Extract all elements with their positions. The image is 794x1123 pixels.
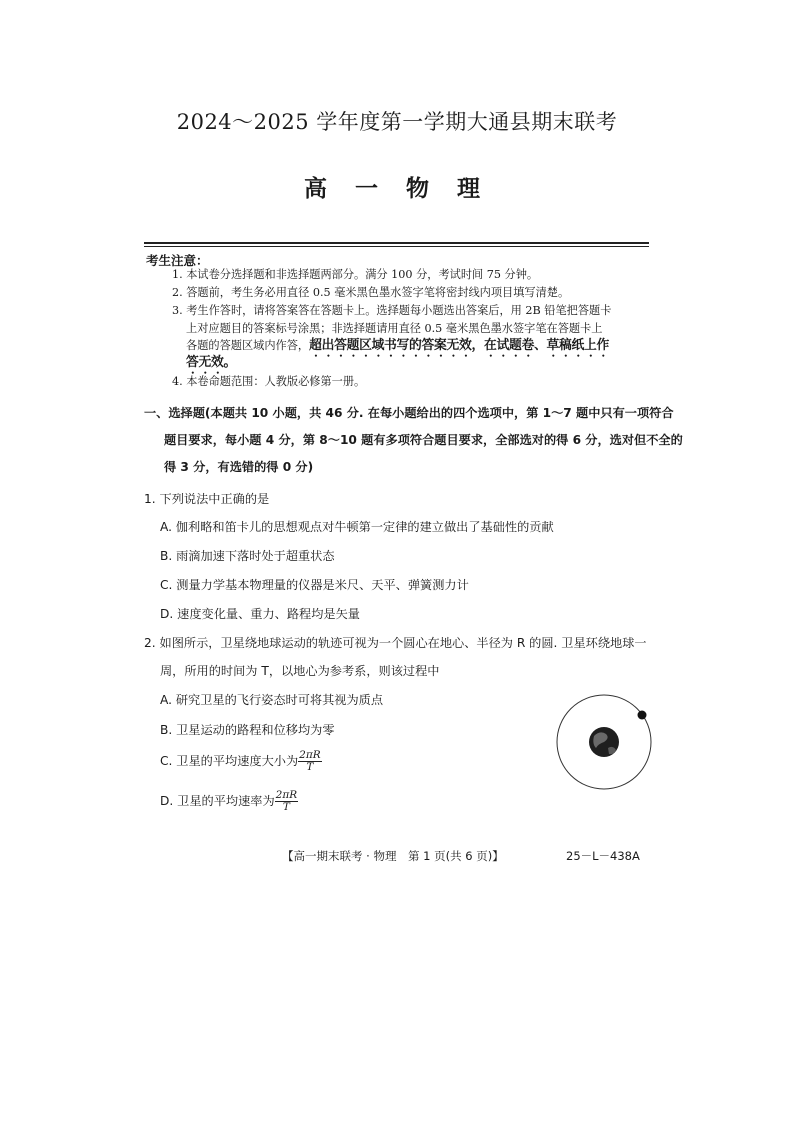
section-1-line-2: 题目要求，每小题 4 分，第 8～10 题有多项符合题目要求，全部选对的得 6 分，选对但不全的 xyxy=(164,433,683,447)
q2-option-c-fraction xyxy=(298,750,322,773)
satellite xyxy=(638,711,647,720)
q2-option-d-fraction xyxy=(275,790,299,813)
fraction-numerator: 2πR xyxy=(299,749,321,761)
notice-emphasis-end: 答无效。 xyxy=(186,355,236,370)
notice-item-1: 1. 本试卷分选择题和非选择题两部分。满分 100 分，考试时间 75 分钟。 xyxy=(172,268,539,281)
q2-option-d xyxy=(160,790,298,813)
notice-item-3-line-3-plain: 各题的答题区域内作答， xyxy=(186,339,310,352)
footer-page-info: 【高一期末联考 · 物理 第 1 页(共 6 页)】 xyxy=(282,849,504,863)
exam-title: 2024～2025 学年度第一学期大通县期末联考 xyxy=(176,110,618,134)
fraction-denominator: T xyxy=(282,801,290,813)
notice-heading: 考生注意： xyxy=(146,253,209,268)
fraction-numerator: 2πR xyxy=(275,789,298,801)
q2-option-c-text: C. 卫星的平均速度大小为 xyxy=(160,754,299,768)
fraction-denominator: T xyxy=(306,761,314,773)
top-rule xyxy=(144,242,649,244)
section-1-line-3: 得 3 分，有选错的得 0 分) xyxy=(164,460,314,474)
q2-option-d-text: D. 卫星的平均速率为 xyxy=(160,794,275,808)
notice-item-3-line-2: 上对应题目的答案标号涂黑；非选择题请用直径 0.5 毫米黑色墨水签字笔在答题卡上 xyxy=(186,322,603,335)
notice-emphasis: 超出答题区域书写的答案无效，在试题卷、草稿纸上作 xyxy=(309,338,610,353)
q2-option-c xyxy=(160,750,322,773)
q1-option-b: B. 雨滴加速下落时处于超重状态 xyxy=(160,549,335,563)
notice-item-3-line-3 xyxy=(186,337,609,360)
q2-option-b: B. 卫星运动的路程和位移均为零 xyxy=(160,723,335,737)
notice-item-4: 4. 本卷命题范围：人教版必修第一册。 xyxy=(172,375,366,388)
notice-item-2: 2. 答题前，考生务必用直径 0.5 毫米黑色墨水签字笔将密封线内项目填写清楚。 xyxy=(172,286,570,299)
q1-stem: 1. 下列说法中正确的是 xyxy=(144,492,270,506)
subject-title: 高 一 物 理 xyxy=(303,175,491,202)
q2-option-a: A. 研究卫星的飞行姿态时可将其视为质点 xyxy=(160,693,384,707)
footer-code: 25－L－438A xyxy=(566,849,640,863)
top-rule-thin xyxy=(144,246,649,247)
q1-option-c: C. 测量力学基本物理量的仪器是米尺、天平、弹簧测力计 xyxy=(160,578,469,592)
q1-option-a: A. 伽利略和笛卡儿的思想观点对牛顿第一定律的建立做出了基础性的贡献 xyxy=(160,520,554,534)
orbit-diagram xyxy=(552,690,656,794)
notice-item-3-line-1: 3. 考生作答时，请将答案答在答题卡上。选择题每小题选出答案后，用 2B 铅笔把答题卡 xyxy=(172,304,612,317)
q2-stem-line-2: 周，所用的时间为 T，以地心为参考系，则该过程中 xyxy=(160,664,440,678)
section-1-line-1: 一、选择题(本题共 10 小题，共 46 分. 在每小题给出的四个选项中，第 1～7 题中只有一项符合 xyxy=(144,406,674,420)
q1-option-d: D. 速度变化量、重力、路程均是矢量 xyxy=(160,607,360,621)
q2-stem-line-1: 2. 如图所示，卫星绕地球运动的轨迹可视为一个圆心在地心、半径为 R 的圆. 卫星环绕地球一 xyxy=(144,636,647,650)
